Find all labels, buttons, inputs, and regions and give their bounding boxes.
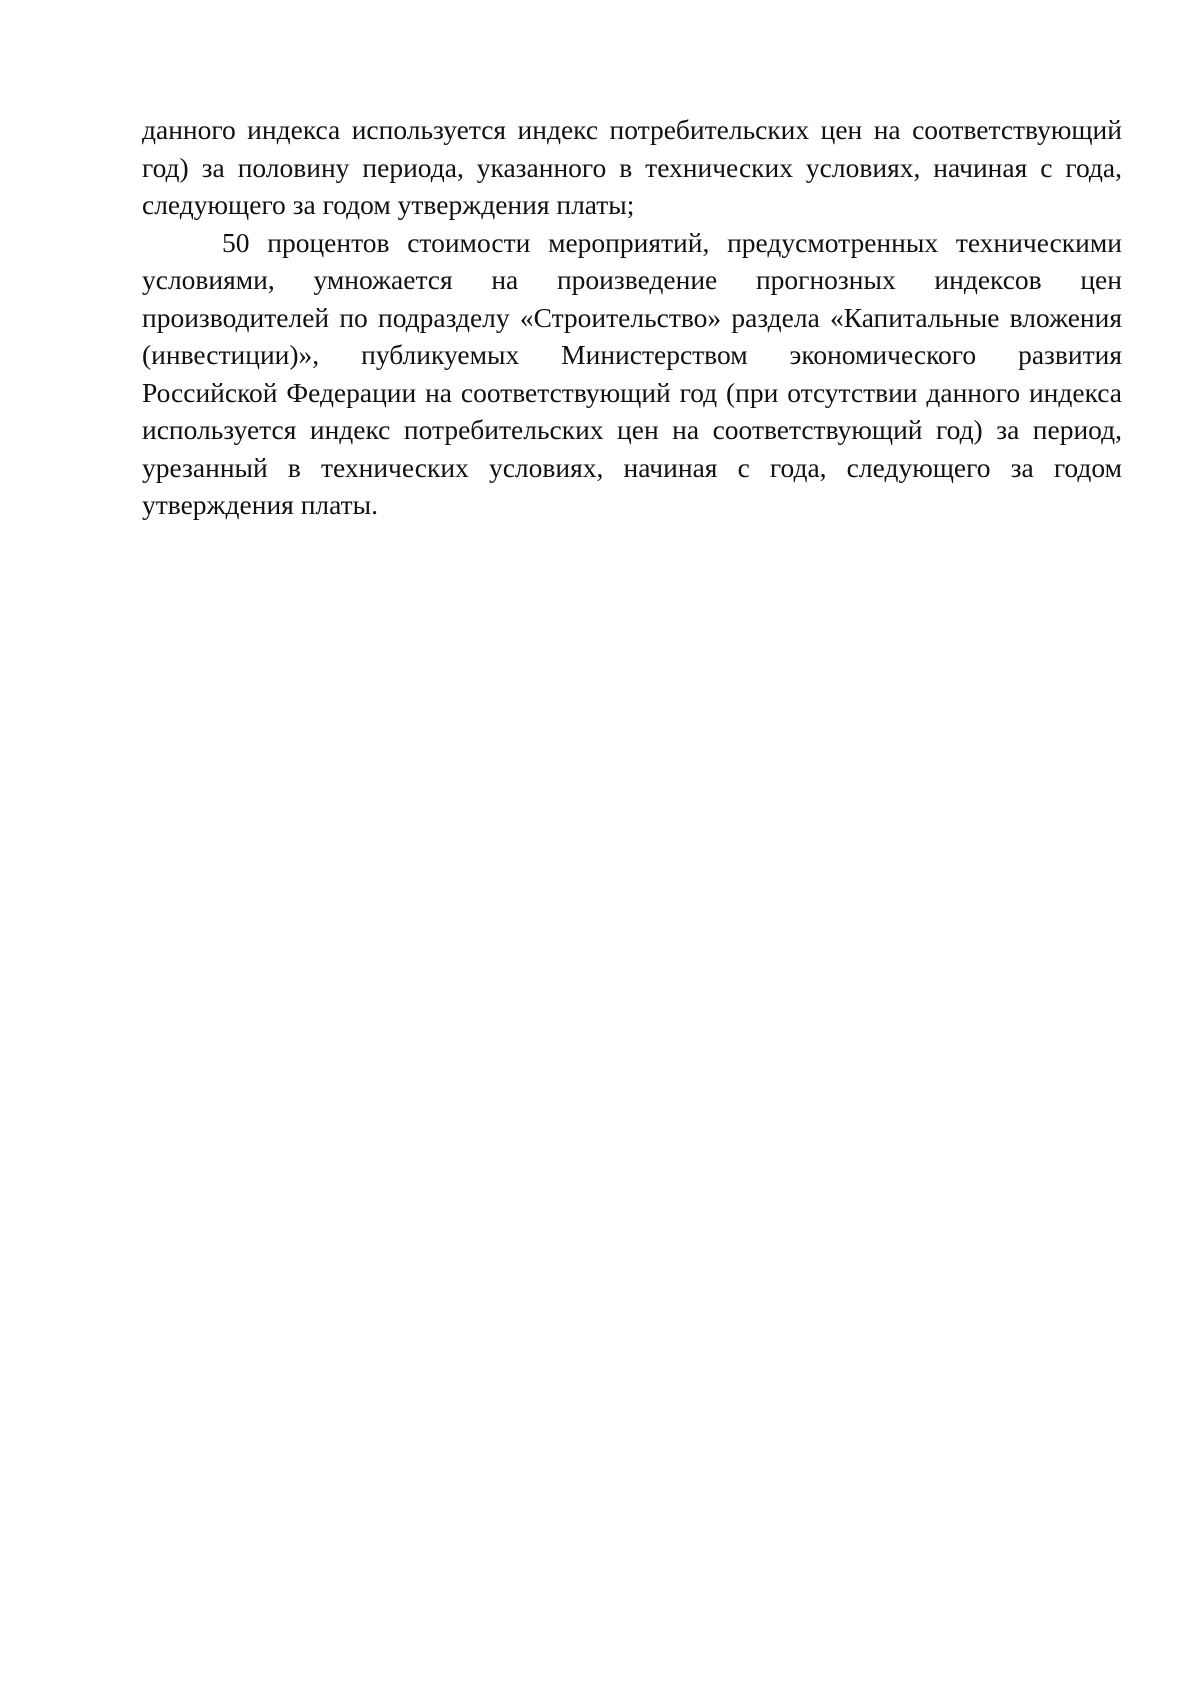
paragraph-continued: данного индекса используется индекс потребительских цен на соответствующий год) за половину периода, указанного в технических условиях, начиная с года, следующего за годом утверждения платы;	[142, 114, 1122, 220]
paragraph-fifty-percent: 50 процентов стоимости мероприятий, предусмотренных техническими условиями, умножается на произведение прогнозных индексов цен производителей по подразделу «Строительство» раздела «Капитальные вложения (инвестиции)», публикуемых Министерством экономического развития Российской Федерации на соответствующий год (при отсутствии данного индекса используется индекс потребительских цен на соответствующий год) за период, урезанный в технических условиях, начиная с года, следующего за годом утверждения платы.	[142, 226, 1122, 520]
document-body	[142, 111, 1122, 524]
